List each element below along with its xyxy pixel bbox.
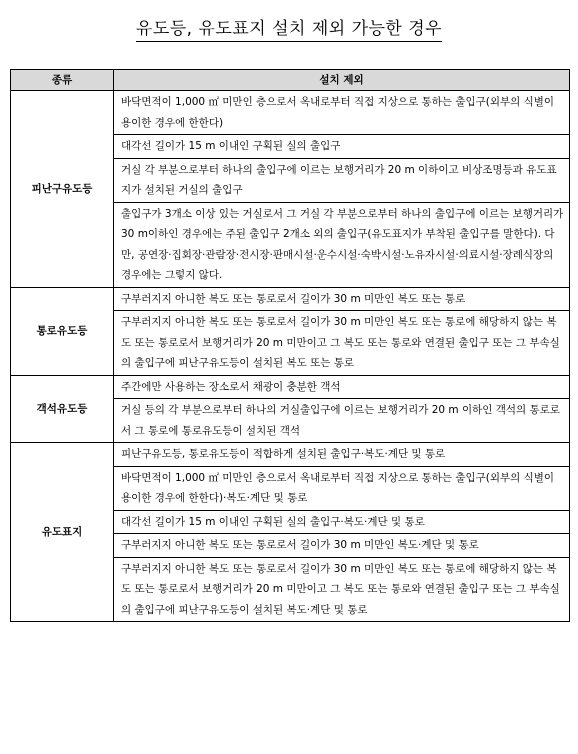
exemption-cell: 대각선 길이가 15 m 이내인 구획된 실의 출입구·복도·계단 및 통로 (114, 510, 570, 534)
category-cell: 통로유도등 (11, 287, 114, 375)
category-cell: 객석유도등 (11, 375, 114, 443)
exemption-cell: 주간에만 사용하는 장소로서 채광이 충분한 객석 (114, 375, 570, 399)
table-row (11, 375, 570, 399)
category-cell: 피난구유도등 (11, 91, 114, 288)
table-row (11, 287, 570, 311)
exemption-cell: 거실 등의 각 부분으로부터 하나의 거실출입구에 이르는 보행거리가 20 m 이하인 객석의 통로로서 그 통로에 통로유도등이 설치된 객석 (114, 399, 570, 443)
table-row (11, 443, 570, 467)
exemption-cell: 바닥면적이 1,000 ㎡ 미만인 층으로서 옥내로부터 직접 지상으로 통하는 출입구(외부의 식별이 용이한 경우에 한한다) (114, 91, 570, 135)
table-row (11, 91, 570, 135)
exemption-cell: 피난구유도등, 통로유도등이 적합하게 설치된 출입구·복도·계단 및 통로 (114, 443, 570, 467)
exemption-table (10, 69, 570, 622)
exemption-cell: 대각선 길이가 15 m 이내인 구획된 실의 출입구 (114, 135, 570, 159)
page-title (0, 14, 578, 39)
header-exemption: 설치 제외 (114, 70, 570, 91)
exemption-cell: 거실 각 부분으로부터 하나의 출입구에 이르는 보행거리가 20 m 이하이고 비상조명등과 유도표지가 설치된 거실의 출입구 (114, 158, 570, 202)
title-text: 유도등, 유도표지 설치 제외 가능한 경우 (136, 19, 442, 42)
header-type: 종류 (11, 70, 114, 91)
exemption-cell: 바닥면적이 1,000 ㎡ 미만인 층으로서 옥내로부터 직접 지상으로 통하는 출입구(외부의 식별이 용이한 경우에 한한다)·복도·계단 및 통로 (114, 466, 570, 510)
exemption-cell: 출입구가 3개소 이상 있는 거실로서 그 거실 각 부분으로부터 하나의 출입구에 이르는 보행거리가30 m이하인 경우에는 주된 출입구 2개소 외의 출입구(유도표지가 부착된 출입구를 말한다). 다만, 공연장·집회장·관람장·전시장·판매시설·운수시설·숙박시설·노유자시설·의료시설·장례식장의 경우에는 그렇지 않다. (114, 202, 570, 287)
exemption-cell: 구부러지지 아니한 복도 또는 통로로서 길이가 30 m 미만인 복도 또는 통로 (114, 287, 570, 311)
exemption-cell: 구부러지지 아니한 복도 또는 통로로서 길이가 30 m 미만인 복도 또는 통로에 해당하지 않는 복도 또는 통로로서 보행거리가 20 m 미만이고 그 복도 또는 통로와 연결된 출입구 또는 그 부속실의 출입구에 피난구유도등이 설치된 복도 또는 통로 (114, 311, 570, 376)
header-row (11, 70, 570, 91)
category-cell: 유도표지 (11, 443, 114, 622)
exemption-cell: 구부러지지 아니한 복도 또는 통로로서 길이가 30 m 미만인 복도·계단 및 통로 (114, 534, 570, 558)
exemption-cell: 구부러지지 아니한 복도 또는 통로로서 길이가 30 m 미만인 복도 또는 통로에 해당하지 않는 복도 또는 통로로서 보행거리가 20 m 미만이고 그 복도 또는 통로와 연결된 출입구 또는 그 부속실의 출입구에 피난구유도등이 설치된 복도·계단 및 통로 (114, 557, 570, 622)
